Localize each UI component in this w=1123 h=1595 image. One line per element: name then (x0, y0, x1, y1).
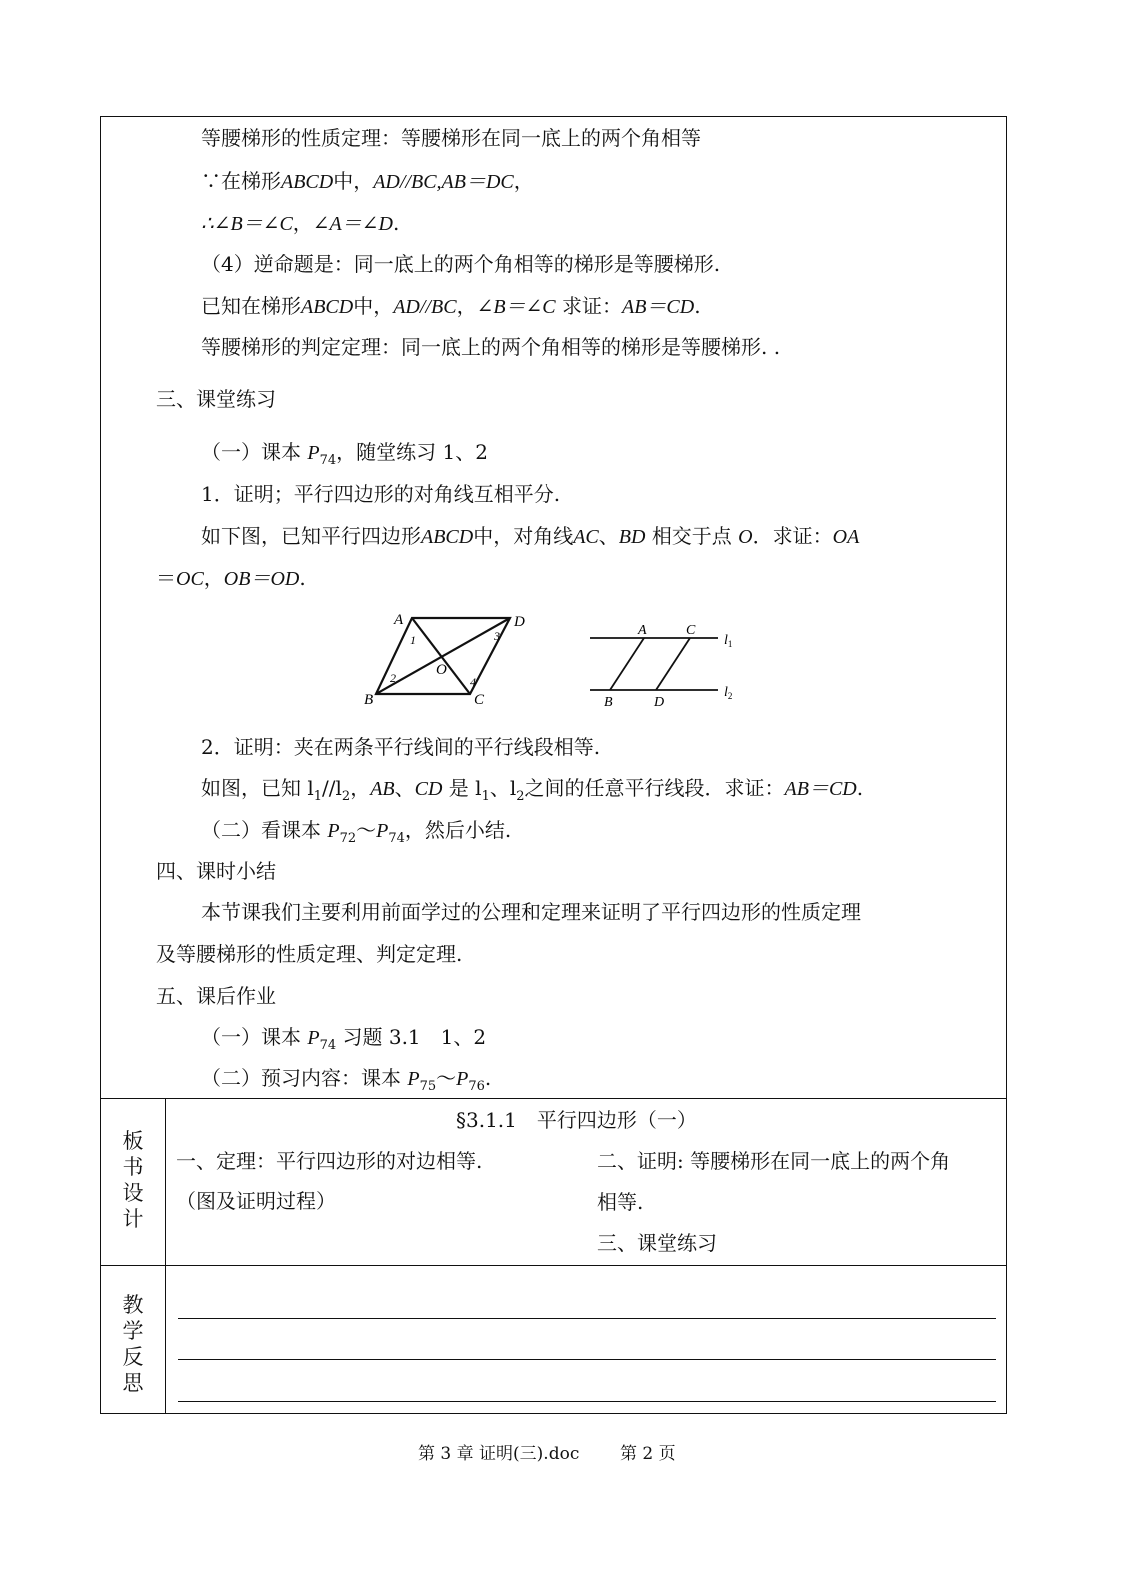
theorem-isosceles-criterion: 等腰梯形的判定定理：同一底上的两个角相等的梯形是等腰梯形. . (201, 335, 781, 359)
exercise-1-given: 如下图，已知平行四边形ABCD中，对角线AC、BD 相交于点 O．求证：OA (201, 524, 860, 548)
board-left-line-2: （图及证明过程） (176, 1189, 336, 1213)
label-column-divider (165, 1098, 166, 1414)
angle-1: 1 (410, 633, 416, 647)
footer-chapter: 第 3 章 证明(三).doc (418, 1444, 580, 1464)
given-line: ∵在梯形ABCD中，AD//BC,AB＝DC， (201, 169, 534, 193)
segment-ab (610, 638, 644, 690)
converse-given: 已知在梯形ABCD中，AD//BC，∠B＝∠C 求证：AB＝CD. (201, 294, 701, 318)
exercise-1-title: 1．证明；平行四边形的对角线互相平分. (201, 482, 561, 506)
exercise-2-title: 2．证明：夹在两条平行线间的平行线段相等. (201, 735, 601, 759)
label-b: B (364, 692, 374, 708)
divider-reflection (100, 1265, 1007, 1266)
writing-line-3 (178, 1401, 996, 1402)
section-heading-homework: 五、课后作业 (156, 984, 276, 1008)
board-right-line-2: 相等. (597, 1190, 644, 1214)
reflection-label: 教 学 反 思 (122, 1293, 144, 1395)
board-title: §3.1.1 平行四边形（一） (456, 1108, 697, 1132)
board-right-line-3: 三、课堂练习 (597, 1231, 717, 1255)
label-c: C (474, 692, 485, 708)
conclusion-line: ∴∠B＝∠C，∠A＝∠D. (201, 211, 400, 235)
exercise-2-given: 如图，已知 $l_1//l_2$，AB、CD 是 $l_1$、$l_2$之间的任意平行线段．求证：AB＝CD. (201, 776, 864, 804)
parallelogram-figure (360, 608, 540, 712)
homework-2: （二）预习内容：课本 $P_{75}\sim P_{76}$. (201, 1066, 492, 1094)
label-d2: D (654, 695, 665, 710)
angle-2: 2 (390, 671, 396, 685)
board-left-line-1: 一、定理：平行四边形的对边相等. (176, 1149, 483, 1173)
label-c2: C (686, 623, 696, 638)
label-a: A (394, 612, 404, 628)
label-o: O (436, 662, 447, 678)
writing-line-1 (178, 1318, 996, 1319)
practice-intro: （一）课本 $P_{74}$，随堂练习 1、2 (201, 440, 488, 468)
summary-line-1: 本节课我们主要利用前面学过的公理和定理来证明了平行四边形的性质定理 (201, 900, 861, 924)
label-d: D (514, 614, 525, 630)
angle-3: 3 (494, 629, 500, 643)
label-l1: $l_1$ (724, 633, 733, 649)
label-a2: A (638, 623, 647, 638)
summary-line-2: 及等腰梯形的性质定理、判定定理. (156, 942, 463, 966)
board-right-line-1: 二、证明: 等腰梯形在同一底上的两个角 (597, 1149, 951, 1173)
section-heading-summary: 四、课时小结 (156, 859, 276, 883)
label-b2: B (604, 695, 613, 710)
label-l2: $l_2$ (724, 685, 733, 701)
parallel-lines-figure (586, 620, 746, 710)
footer-page-number: 第 2 页 (620, 1444, 676, 1464)
writing-line-2 (178, 1359, 996, 1360)
angle-4: 4 (470, 675, 476, 689)
board-design-label: 板 书 设 计 (122, 1129, 144, 1231)
section-heading-practice: 三、课堂练习 (156, 387, 276, 411)
converse-statement: （4）逆命题是：同一底上的两个角相等的梯形是等腰梯形. (201, 252, 721, 276)
homework-1: （一）课本 $P_{74}$ 习题 3.1 1、2 (201, 1025, 487, 1053)
exercise-1-given-cont: ＝OC，OB＝OD. (156, 566, 306, 590)
segment-cd (656, 638, 690, 690)
practice-reading: （二）看课本 $P_{72}\sim P_{74}$，然后小结. (201, 818, 512, 846)
theorem-isosceles-property: 等腰梯形的性质定理：等腰梯形在同一底上的两个角相等 (201, 126, 701, 150)
